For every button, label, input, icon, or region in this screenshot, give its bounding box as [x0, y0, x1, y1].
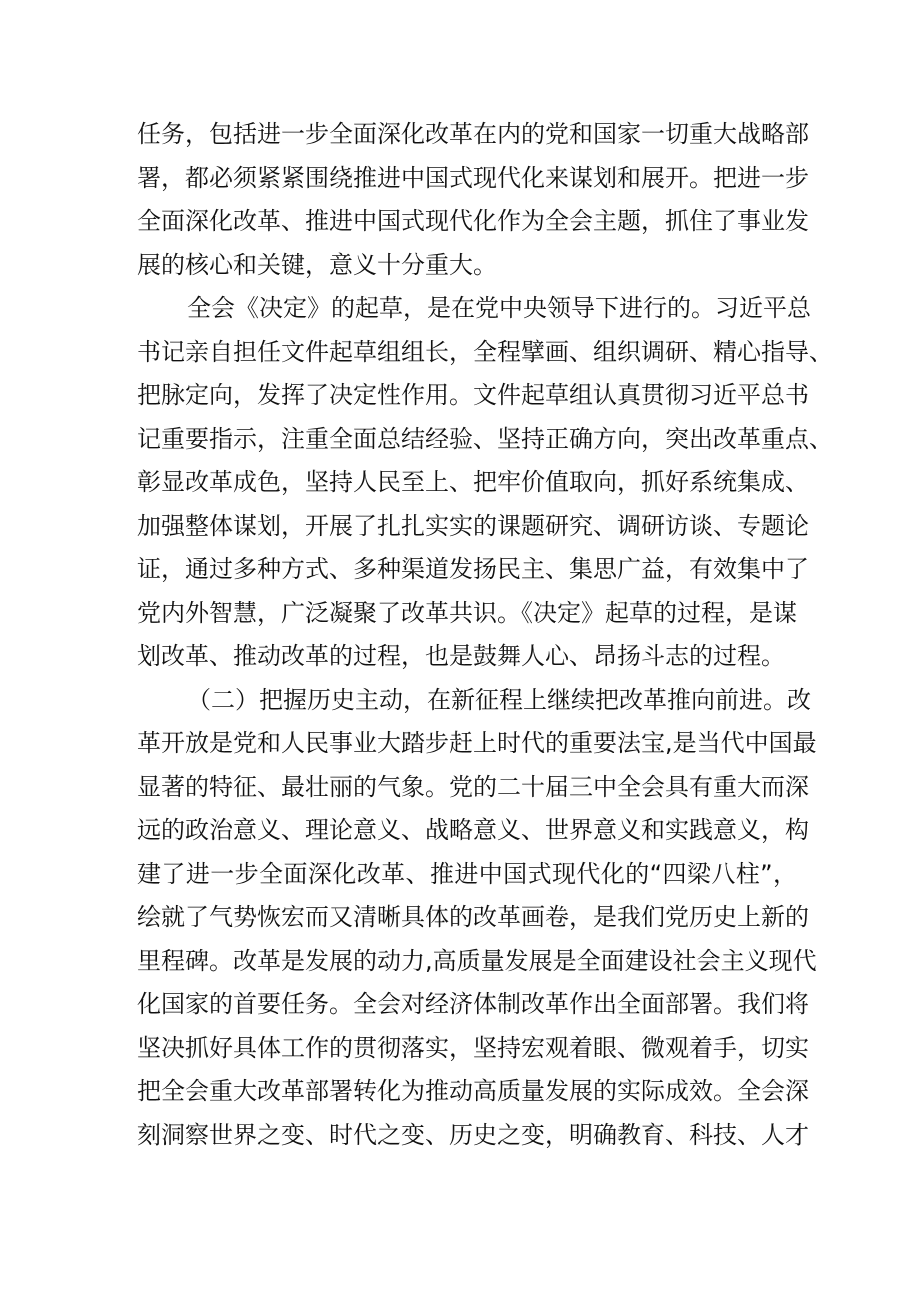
text-line: 刻洞察世界之变、时代之变、历史之变，明确教育、科技、人才: [137, 1120, 809, 1149]
text-line: 证，通过多种方式、多种渠道发扬民主、集思广益，有效集中了: [137, 555, 809, 583]
text-line: 绘就了气势恢宏而又清晰具体的改革画卷，是我们党历史上新的: [137, 903, 809, 931]
text-line: 把脉定向，发挥了决定性作用。文件起草组认真贯彻习近平总书: [137, 381, 809, 409]
text-line: 化国家的首要任务。全会对经济体制改革作出全面部署。我们将: [137, 990, 809, 1018]
text-line: 里程碑。改革是发展的动力,高质量发展是全面建设社会主义现代: [137, 946, 817, 975]
section-heading-line: （二）把握历史主动，在新征程上继续把改革推向前进。改: [187, 685, 811, 714]
text-line: 彰显改革成色，坚持人民至上、把牢价值取向，抓好系统集成、: [137, 468, 809, 496]
text-line: 坚决抓好具体工作的贯彻落实，坚持宏观着眼、微观着手，切实: [137, 1033, 809, 1062]
text-line: 革开放是党和人民事业大踏步赶上时代的重要法宝,是当代中国最: [137, 729, 817, 757]
body-text: [137, 113, 833, 1157]
text-line: 远的政治意义、理论意义、战略意义、世界意义和实践意义，构: [137, 816, 809, 844]
text-line: 划改革、推动改革的过程，也是鼓舞人心、昂扬斗志的过程。: [137, 642, 785, 670]
text-line: 显著的特征、最壮丽的气象。党的二十届三中全会具有重大而深: [137, 772, 809, 801]
text-line: 记重要指示，注重全面总结经验、坚持正确方向，突出改革重点、: [137, 424, 833, 453]
text-line: 全面深化改革、推进中国式现代化作为全会主题，抓住了事业发: [137, 207, 809, 235]
paragraph-start-line: 全会《决定》的起草，是在党中央领导下进行的。习近平总: [187, 294, 811, 322]
text-line: 加强整体谋划，开展了扎扎实实的课题研究、调研访谈、专题论: [137, 511, 809, 540]
text-line: 党内外智慧，广泛凝聚了改革共识。《决定》起草的过程，是谋: [137, 598, 797, 627]
text-line: 署，都必须紧紧围绕推进中国式现代化来谋划和展开。把进一步: [137, 163, 809, 192]
text-line: 建了进一步全面深化改革、推进中国式现代化的“四梁八柱”，: [137, 859, 797, 888]
text-line: 把全会重大改革部署转化为推动高质量发展的实际成效。全会深: [137, 1077, 809, 1105]
text-line: 展的核心和关键，意义十分重大。: [137, 250, 497, 279]
text-line: 任务，包括进一步全面深化改革在内的党和国家一切重大战略部: [137, 120, 809, 148]
text-line: 书记亲自担任文件起草组组长，全程擘画、组织调研、精心指导、: [137, 337, 833, 366]
